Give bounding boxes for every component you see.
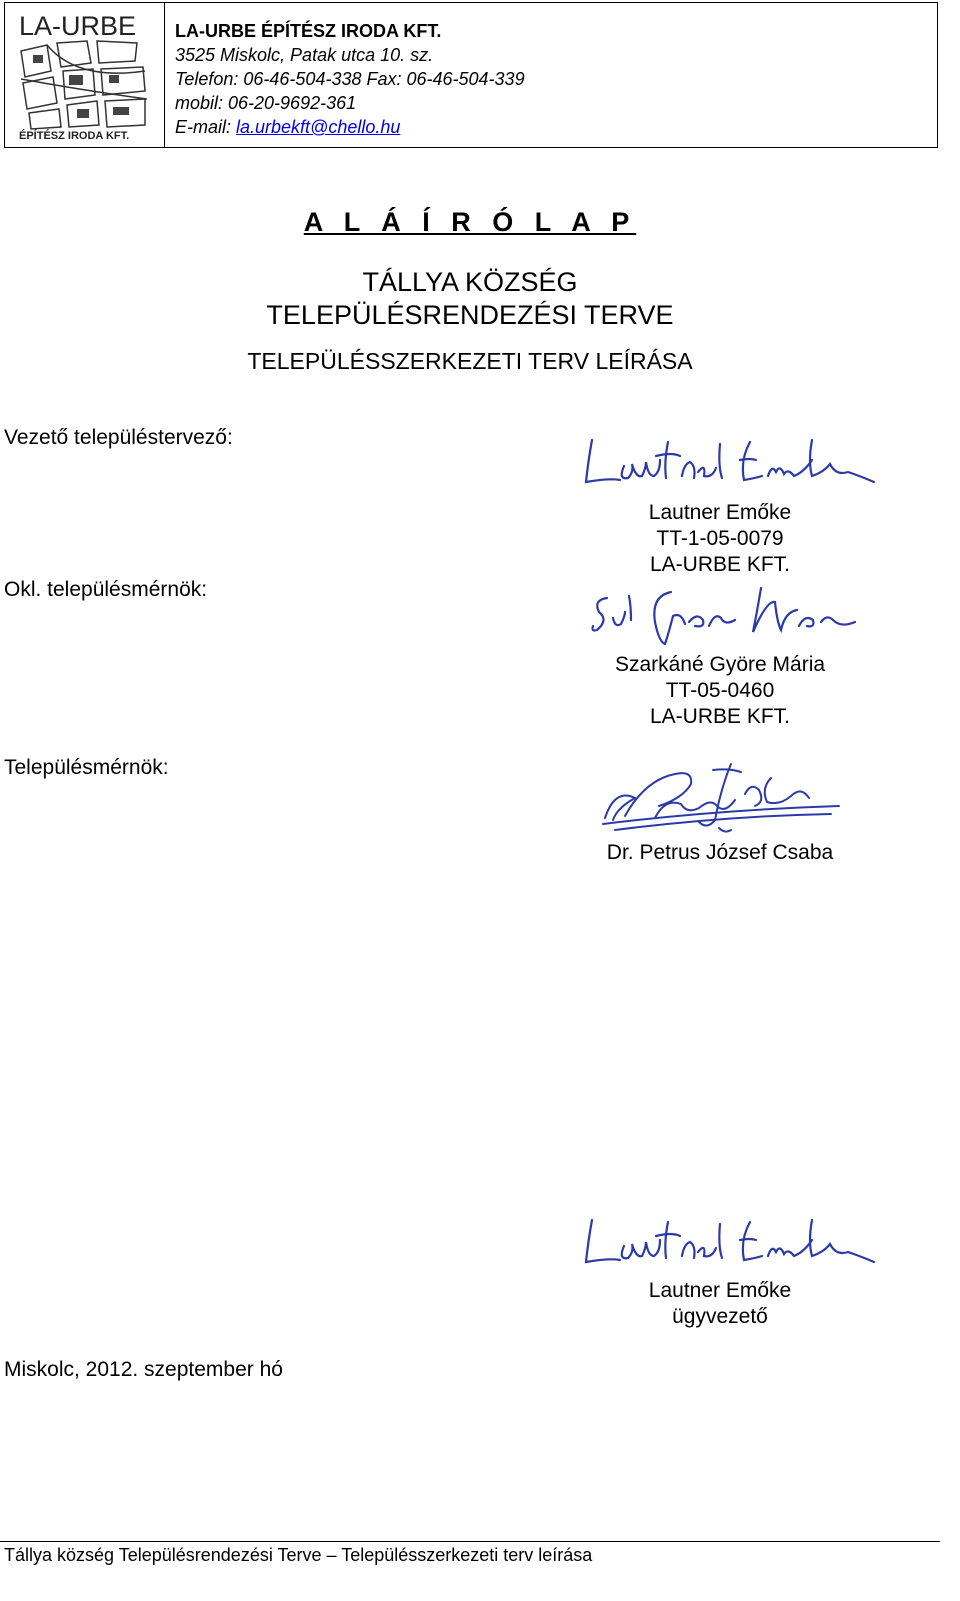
footer-divider	[0, 1541, 940, 1542]
document-title: A L Á Í R Ó L A P	[303, 207, 637, 237]
company-info	[175, 19, 525, 139]
signatory-szarkane	[500, 652, 940, 730]
logo-map-icon	[17, 11, 153, 141]
place-date: Miskolc, 2012. szeptember hó	[4, 1358, 283, 1381]
signatory-license: TT-1-05-0079	[656, 527, 784, 550]
signature-lautner	[580, 432, 880, 492]
company-address: 3525 Miskolc, Patak utca 10. sz.	[175, 45, 434, 65]
company-logo	[5, 3, 165, 147]
document-subtitle: TELEPÜLÉSSZERKEZETI TERV LEÍRÁSA	[247, 348, 693, 374]
signatory-license: TT-05-0460	[665, 679, 775, 702]
role-chartered-engineer: Okl. településmérnök:	[4, 578, 208, 601]
project-title-line2: TELEPÜLÉSRENDEZÉSI TERVE	[266, 300, 674, 330]
project-title	[0, 266, 940, 332]
letterhead	[4, 2, 938, 148]
signatory-lautner	[500, 500, 940, 578]
project-title-line1: TÁLLYA KÖZSÉG	[362, 267, 578, 297]
director-title: ügyvezető	[672, 1305, 768, 1328]
company-phone-fax: Telefon: 06-46-504-338 Fax: 06-46-504-339	[175, 69, 525, 89]
signature-petrus	[595, 758, 855, 838]
page-footer: Tállya község Településrendezési Terve – Településszerkezeti terv leírása	[4, 1545, 593, 1565]
signatory-name: Lautner Emőke	[648, 501, 792, 524]
svg-text:ÉPÍTÉSZ IRODA KFT.: ÉPÍTÉSZ IRODA KFT.	[19, 130, 130, 141]
signatory-name: Szarkáné Györe Mária	[614, 653, 826, 676]
company-name: LA-URBE ÉPÍTÉSZ IRODA KFT.	[175, 21, 442, 41]
role-engineer: Településmérnök:	[4, 756, 169, 779]
signatory-petrus	[500, 840, 940, 866]
email-link[interactable]: la.urbekft@chello.hu	[236, 117, 401, 137]
signatory-company: LA-URBE KFT.	[649, 553, 791, 576]
svg-text:LA-URBE: LA-URBE	[19, 11, 137, 41]
director-block	[500, 1278, 940, 1330]
director-name: Lautner Emőke	[648, 1279, 792, 1302]
signatory-company: LA-URBE KFT.	[649, 705, 791, 728]
signature-director	[580, 1212, 880, 1272]
signature-szarkane	[585, 582, 865, 652]
signatory-name: Dr. Petrus József Csaba	[606, 841, 834, 864]
role-lead-planner: Vezető településtervező:	[4, 426, 233, 449]
company-email-line	[175, 115, 525, 139]
company-mobile: mobil: 06-20-9692-361	[175, 93, 357, 113]
email-label: E-mail:	[175, 117, 237, 137]
